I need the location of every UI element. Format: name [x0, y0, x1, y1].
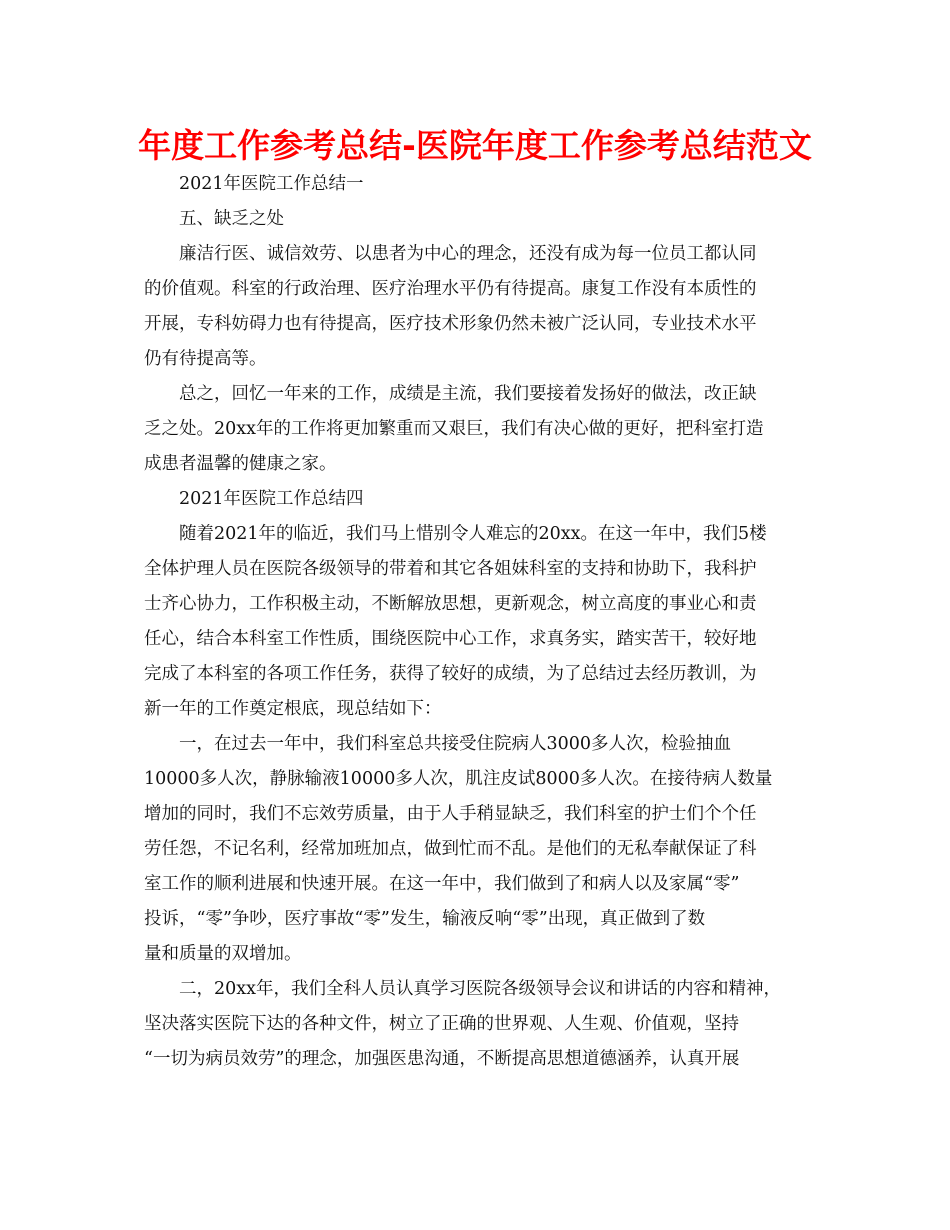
paragraph-line: 增加的同时，我们不忘效劳质量，由于人手稍显缺乏，我们科室的护士们个个任 — [144, 804, 757, 824]
paragraph-line: 一，在过去一年中，我们科室总共接受住院病人3000多人次，检验抽血 — [179, 734, 732, 754]
paragraph-line: 完成了本科室的各项工作任务，获得了较好的成绩，为了总结过去经历教训，为 — [144, 664, 757, 684]
paragraph-line: 全体护理人员在医院各级领导的带着和其它各姐妹科室的支持和协助下，我科护 — [144, 559, 757, 579]
paragraph-line: 成患者温馨的健康之家。 — [144, 454, 337, 474]
paragraph-line: 新一年的工作奠定根底，现总结如下： — [144, 699, 442, 719]
section-heading: 2021年医院工作总结四 — [179, 489, 364, 509]
paragraph-line: 投诉，“零”争吵，医疗事故“零”发生，输液反响“零”出现，真正做到了数 — [144, 909, 706, 929]
paragraph-line: 劳任怨，不记名利，经常加班加点，做到忙而不乱。是他们的无私奉献保证了科 — [144, 839, 757, 859]
paragraph-line: 随着2021年的临近，我们马上惜别令人难忘的20xx。在这一年中，我们5楼 — [179, 524, 767, 544]
document-title: 年度工作参考总结-医院年度工作参考总结范文 — [138, 126, 812, 165]
paragraph-line: 总之，回忆一年来的工作，成绩是主流，我们要接着发扬好的做法，改正缺 — [179, 384, 757, 404]
paragraph-line: 的价值观。科室的行政治理、医疗治理水平仍有待提高。康复工作没有本质性的 — [144, 279, 757, 299]
paragraph-line: 任心，结合本科室工作性质，围绕医院中心工作，求真务实，踏实苦干，较好地 — [144, 629, 757, 649]
paragraph-line: 室工作的顺利进展和快速开展。在这一年中，我们做到了和病人以及家属“零” — [144, 874, 740, 894]
paragraph-line: 10000多人次，静脉输液10000多人次，肌注皮试8000多人次。在接待病人数量 — [144, 769, 773, 789]
paragraph-line: 仍有待提高等。 — [144, 349, 267, 369]
paragraph-line: 廉洁行医、诚信效劳、以患者为中心的理念，还没有成为每一位员工都认同 — [179, 244, 757, 264]
paragraph-line: 乏之处。20xx年的工作将更加繁重而又艰巨，我们有决心做的更好，把科室打造 — [144, 419, 764, 439]
paragraph-line: 士齐心协力，工作积极主动，不断解放思想，更新观念，树立高度的事业心和责 — [144, 594, 757, 614]
paragraph-line: 开展，专科妨碍力也有待提高，医疗技术形象仍然未被广泛认同，专业技术水平 — [144, 314, 757, 334]
paragraph-line: “一切为病员效劳”的理念，加强医患沟通，不断提高思想道德涵养，认真开展 — [144, 1049, 740, 1069]
paragraph-line: 二，20xx年，我们全科人员认真学习医院各级领导会议和讲话的内容和精神， — [179, 979, 782, 999]
paragraph-line: 量和质量的双增加。 — [144, 944, 302, 964]
section-heading: 2021年医院工作总结一 — [179, 174, 364, 194]
subsection-heading: 五、缺乏之处 — [179, 209, 284, 229]
paragraph-line: 坚决落实医院下达的各种文件，树立了正确的世界观、人生观、价值观，坚持 — [144, 1014, 739, 1034]
